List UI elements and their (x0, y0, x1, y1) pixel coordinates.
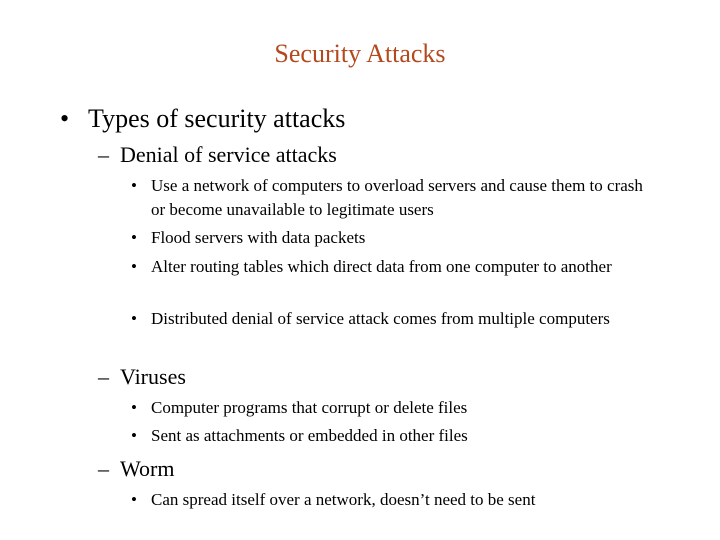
sub-bullet-text: Can spread itself over a network, doesn’t need to be sent (151, 490, 536, 509)
dash-marker: – (98, 364, 109, 389)
sub-bullet-text: Flood servers with data packets (151, 228, 366, 247)
bullet-marker: • (131, 309, 137, 328)
sub-bullet-text: Distributed denial of service attack comes from multiple computers (151, 309, 610, 328)
slide-title: Security Attacks (274, 39, 446, 68)
bullet-marker: • (131, 426, 137, 445)
sub-bullet-text: Use a network of computers to overload servers and cause them to crash or become unavailable to legitimate users (151, 176, 643, 219)
bullet-marker: • (131, 490, 137, 509)
bullet-marker: • (131, 228, 137, 247)
section-heading-text: Viruses (120, 364, 186, 389)
dash-marker: – (98, 456, 109, 481)
sub-bullet-text: Sent as attachments or embedded in other files (151, 426, 468, 445)
main-bullet-text: Types of security attacks (88, 104, 346, 133)
bullet-marker: • (131, 257, 137, 276)
section-heading-text: Worm (120, 456, 175, 481)
bullet-marker: • (131, 398, 137, 417)
sub-bullet-text: Alter routing tables which direct data from one computer to another (151, 257, 612, 276)
bullet-marker: • (131, 176, 137, 195)
sub-bullet-text: Computer programs that corrupt or delete files (151, 398, 468, 417)
bullet-marker: • (60, 104, 70, 133)
dash-marker: – (98, 142, 109, 167)
section-heading-text: Denial of service attacks (120, 142, 337, 167)
